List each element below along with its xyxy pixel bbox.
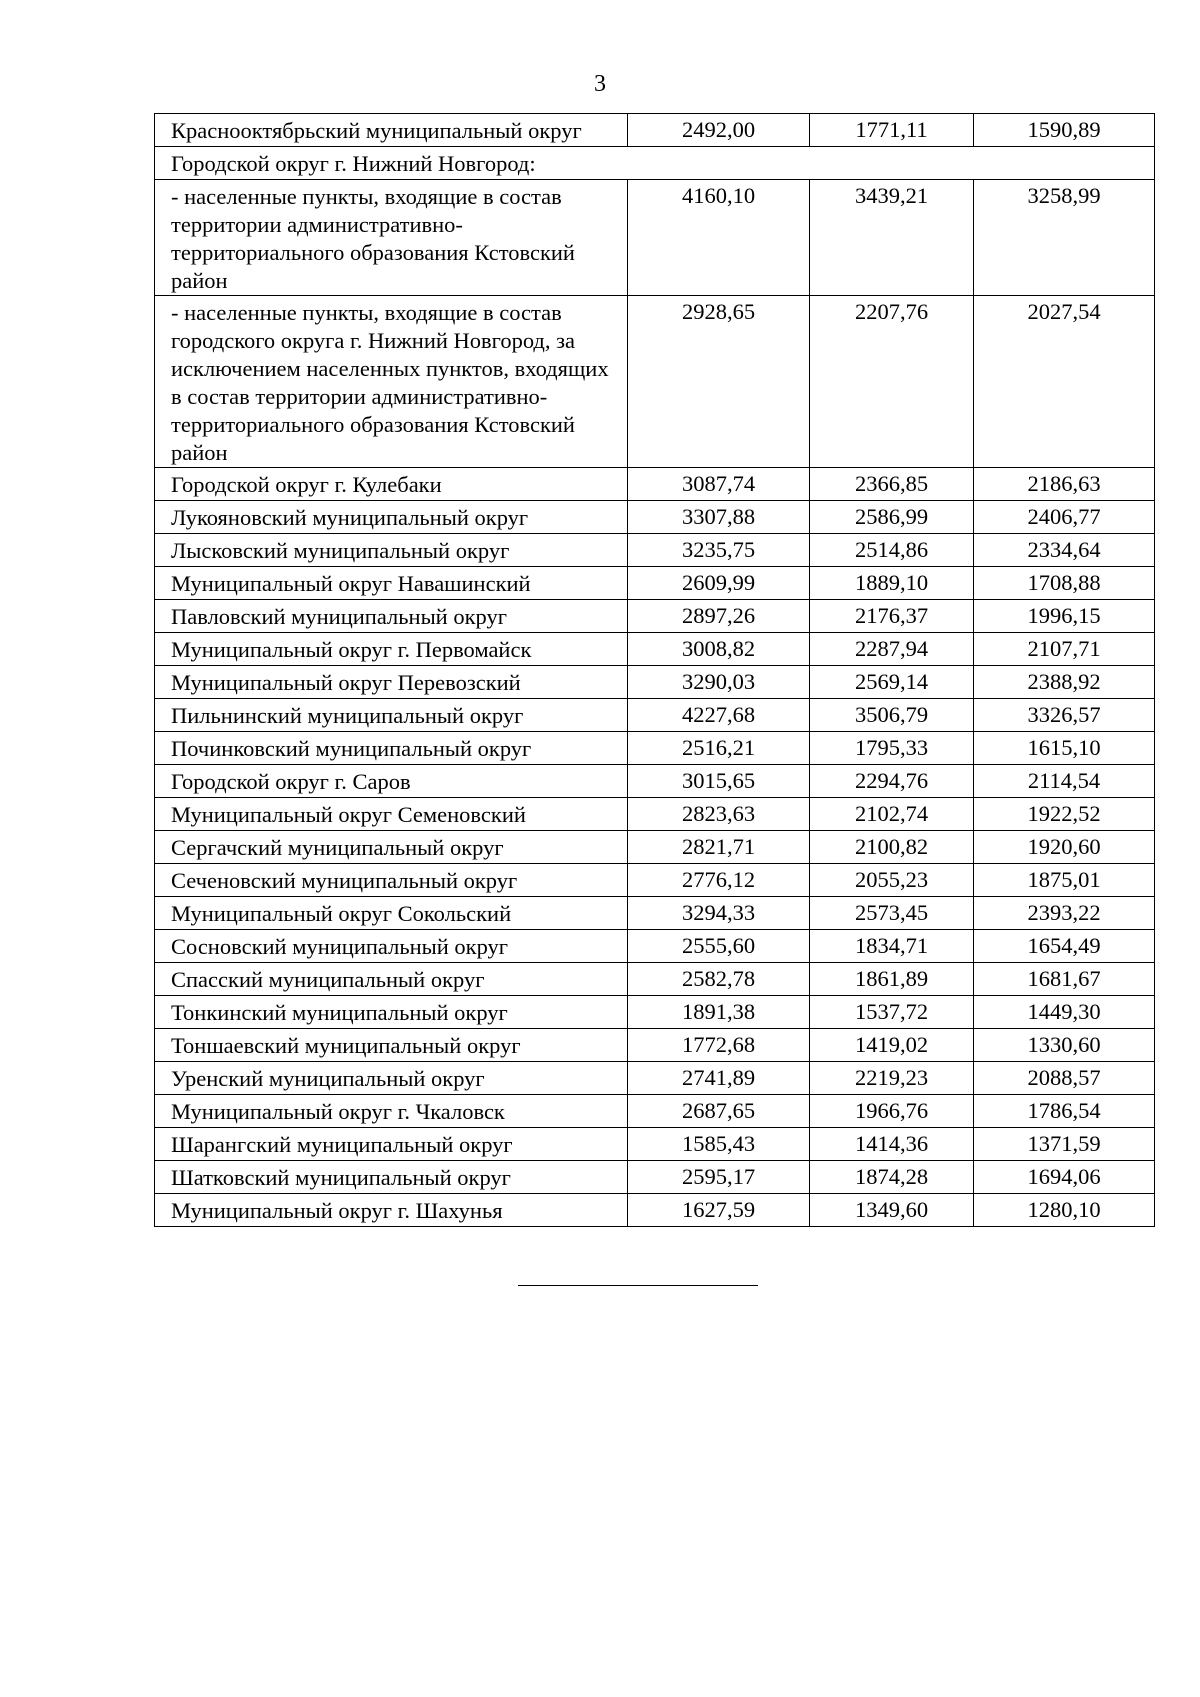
row-value-1: 3015,65 bbox=[628, 765, 810, 798]
row-value-1: 4160,10 bbox=[628, 180, 810, 296]
table-row bbox=[155, 501, 1155, 534]
row-value-2: 1349,60 bbox=[810, 1194, 974, 1227]
row-value-3: 2114,54 bbox=[974, 765, 1155, 798]
table-row bbox=[155, 831, 1155, 864]
row-name: Муниципальный округ г. Первомайск bbox=[155, 633, 628, 666]
row-value-3: 1922,52 bbox=[974, 798, 1155, 831]
row-value-3: 1996,15 bbox=[974, 600, 1155, 633]
row-value-2: 2102,74 bbox=[810, 798, 974, 831]
row-name: Городской округ г. Саров bbox=[155, 765, 628, 798]
row-name: Лукояновский муниципальный округ bbox=[155, 501, 628, 534]
row-value-1: 2928,65 bbox=[628, 296, 810, 468]
row-value-2: 2055,23 bbox=[810, 864, 974, 897]
table-row bbox=[155, 147, 1155, 180]
table-row bbox=[155, 798, 1155, 831]
table-row bbox=[155, 897, 1155, 930]
row-name: Шарангский муниципальный округ bbox=[155, 1128, 628, 1161]
table-row bbox=[155, 666, 1155, 699]
end-divider-line bbox=[518, 1285, 758, 1286]
row-value-2: 1771,11 bbox=[810, 114, 974, 147]
row-name: Городской округ г. Кулебаки bbox=[155, 468, 628, 501]
table-row bbox=[155, 1161, 1155, 1194]
row-value-1: 2555,60 bbox=[628, 930, 810, 963]
row-value-3: 1615,10 bbox=[974, 732, 1155, 765]
row-value-2: 2207,76 bbox=[810, 296, 974, 468]
row-value-2: 2219,23 bbox=[810, 1062, 974, 1095]
table-row bbox=[155, 732, 1155, 765]
table-row bbox=[155, 930, 1155, 963]
row-value-2: 3506,79 bbox=[810, 699, 974, 732]
row-value-1: 2823,63 bbox=[628, 798, 810, 831]
row-value-3: 1681,67 bbox=[974, 963, 1155, 996]
table-row bbox=[155, 1128, 1155, 1161]
row-value-2: 3439,21 bbox=[810, 180, 974, 296]
row-value-3: 1280,10 bbox=[974, 1194, 1155, 1227]
row-value-3: 2393,22 bbox=[974, 897, 1155, 930]
row-value-1: 2492,00 bbox=[628, 114, 810, 147]
table-row bbox=[155, 765, 1155, 798]
row-value-2: 2176,37 bbox=[810, 600, 974, 633]
row-name: Спасский муниципальный округ bbox=[155, 963, 628, 996]
row-value-1: 3290,03 bbox=[628, 666, 810, 699]
row-value-3: 3326,57 bbox=[974, 699, 1155, 732]
row-value-1: 2609,99 bbox=[628, 567, 810, 600]
row-value-2: 1889,10 bbox=[810, 567, 974, 600]
row-value-3: 2027,54 bbox=[974, 296, 1155, 468]
row-group-heading: Городской округ г. Нижний Новгород: bbox=[155, 147, 1155, 180]
table-row bbox=[155, 996, 1155, 1029]
row-value-2: 2100,82 bbox=[810, 831, 974, 864]
row-value-1: 1627,59 bbox=[628, 1194, 810, 1227]
row-value-2: 1834,71 bbox=[810, 930, 974, 963]
row-name: Пильнинский муниципальный округ bbox=[155, 699, 628, 732]
row-name: - населенные пункты, входящие в состав территории административно-территориального образования Кстовский район bbox=[155, 180, 628, 296]
row-name: Тонкинский муниципальный округ bbox=[155, 996, 628, 1029]
row-value-2: 1966,76 bbox=[810, 1095, 974, 1128]
row-name: - населенные пункты, входящие в состав городского округа г. Нижний Новгород, за исключением населенных пунктов, входящих в состав территории административно-территориального образования Кстовский район bbox=[155, 296, 628, 468]
row-value-3: 1330,60 bbox=[974, 1029, 1155, 1062]
row-value-1: 4227,68 bbox=[628, 699, 810, 732]
row-name: Муниципальный округ Навашинский bbox=[155, 567, 628, 600]
table-row bbox=[155, 600, 1155, 633]
row-value-1: 3294,33 bbox=[628, 897, 810, 930]
row-name: Шатковский муниципальный округ bbox=[155, 1161, 628, 1194]
table-row bbox=[155, 296, 1155, 468]
row-name: Сергачский муниципальный округ bbox=[155, 831, 628, 864]
row-value-1: 2687,65 bbox=[628, 1095, 810, 1128]
row-value-1: 1891,38 bbox=[628, 996, 810, 1029]
row-value-2: 2287,94 bbox=[810, 633, 974, 666]
row-value-3: 2088,57 bbox=[974, 1062, 1155, 1095]
row-value-2: 2294,76 bbox=[810, 765, 974, 798]
row-value-3: 3258,99 bbox=[974, 180, 1155, 296]
row-value-2: 2366,85 bbox=[810, 468, 974, 501]
row-value-2: 1861,89 bbox=[810, 963, 974, 996]
row-value-3: 1708,88 bbox=[974, 567, 1155, 600]
tariff-table bbox=[154, 113, 1155, 1227]
row-value-2: 1537,72 bbox=[810, 996, 974, 1029]
row-name: Тоншаевский муниципальный округ bbox=[155, 1029, 628, 1062]
table-row bbox=[155, 180, 1155, 296]
row-value-1: 3087,74 bbox=[628, 468, 810, 501]
row-value-3: 2388,92 bbox=[974, 666, 1155, 699]
row-value-3: 2334,64 bbox=[974, 534, 1155, 567]
table-row bbox=[155, 114, 1155, 147]
row-name: Сеченовский муниципальный округ bbox=[155, 864, 628, 897]
row-value-3: 1654,49 bbox=[974, 930, 1155, 963]
row-value-1: 2595,17 bbox=[628, 1161, 810, 1194]
row-value-1: 2897,26 bbox=[628, 600, 810, 633]
table-row bbox=[155, 864, 1155, 897]
table-row bbox=[155, 633, 1155, 666]
row-value-2: 1874,28 bbox=[810, 1161, 974, 1194]
row-value-3: 2186,63 bbox=[974, 468, 1155, 501]
row-value-1: 3008,82 bbox=[628, 633, 810, 666]
row-value-2: 2514,86 bbox=[810, 534, 974, 567]
row-name: Починковский муниципальный округ bbox=[155, 732, 628, 765]
row-value-3: 1694,06 bbox=[974, 1161, 1155, 1194]
row-value-3: 2107,71 bbox=[974, 633, 1155, 666]
table-row bbox=[155, 534, 1155, 567]
table-row bbox=[155, 567, 1155, 600]
row-value-2: 1414,36 bbox=[810, 1128, 974, 1161]
table-body bbox=[155, 114, 1155, 1227]
row-value-1: 1585,43 bbox=[628, 1128, 810, 1161]
row-name: Павловский муниципальный округ bbox=[155, 600, 628, 633]
table-row bbox=[155, 468, 1155, 501]
row-value-2: 1419,02 bbox=[810, 1029, 974, 1062]
table-row bbox=[155, 699, 1155, 732]
table-row bbox=[155, 1095, 1155, 1128]
row-name: Краснооктябрьский муниципальный округ bbox=[155, 114, 628, 147]
row-name: Муниципальный округ г. Шахунья bbox=[155, 1194, 628, 1227]
row-value-3: 1875,01 bbox=[974, 864, 1155, 897]
row-name: Лысковский муниципальный округ bbox=[155, 534, 628, 567]
table-row bbox=[155, 1194, 1155, 1227]
row-value-3: 2406,77 bbox=[974, 501, 1155, 534]
row-value-2: 1795,33 bbox=[810, 732, 974, 765]
row-value-1: 2776,12 bbox=[628, 864, 810, 897]
row-name: Муниципальный округ Сокольский bbox=[155, 897, 628, 930]
row-name: Муниципальный округ Семеновский bbox=[155, 798, 628, 831]
row-value-1: 1772,68 bbox=[628, 1029, 810, 1062]
row-value-1: 2516,21 bbox=[628, 732, 810, 765]
row-value-2: 2569,14 bbox=[810, 666, 974, 699]
row-value-3: 1449,30 bbox=[974, 996, 1155, 1029]
table-row bbox=[155, 963, 1155, 996]
row-value-1: 3307,88 bbox=[628, 501, 810, 534]
row-value-2: 2573,45 bbox=[810, 897, 974, 930]
row-value-3: 1786,54 bbox=[974, 1095, 1155, 1128]
row-name: Муниципальный округ г. Чкаловск bbox=[155, 1095, 628, 1128]
table-row bbox=[155, 1062, 1155, 1095]
row-name: Уренский муниципальный округ bbox=[155, 1062, 628, 1095]
row-name: Муниципальный округ Перевозский bbox=[155, 666, 628, 699]
row-value-3: 1920,60 bbox=[974, 831, 1155, 864]
row-value-2: 2586,99 bbox=[810, 501, 974, 534]
row-value-1: 3235,75 bbox=[628, 534, 810, 567]
row-value-1: 2821,71 bbox=[628, 831, 810, 864]
row-value-1: 2582,78 bbox=[628, 963, 810, 996]
page-number: 3 bbox=[594, 71, 606, 97]
row-name: Сосновский муниципальный округ bbox=[155, 930, 628, 963]
table-row bbox=[155, 1029, 1155, 1062]
row-value-3: 1371,59 bbox=[974, 1128, 1155, 1161]
row-value-3: 1590,89 bbox=[974, 114, 1155, 147]
row-value-1: 2741,89 bbox=[628, 1062, 810, 1095]
